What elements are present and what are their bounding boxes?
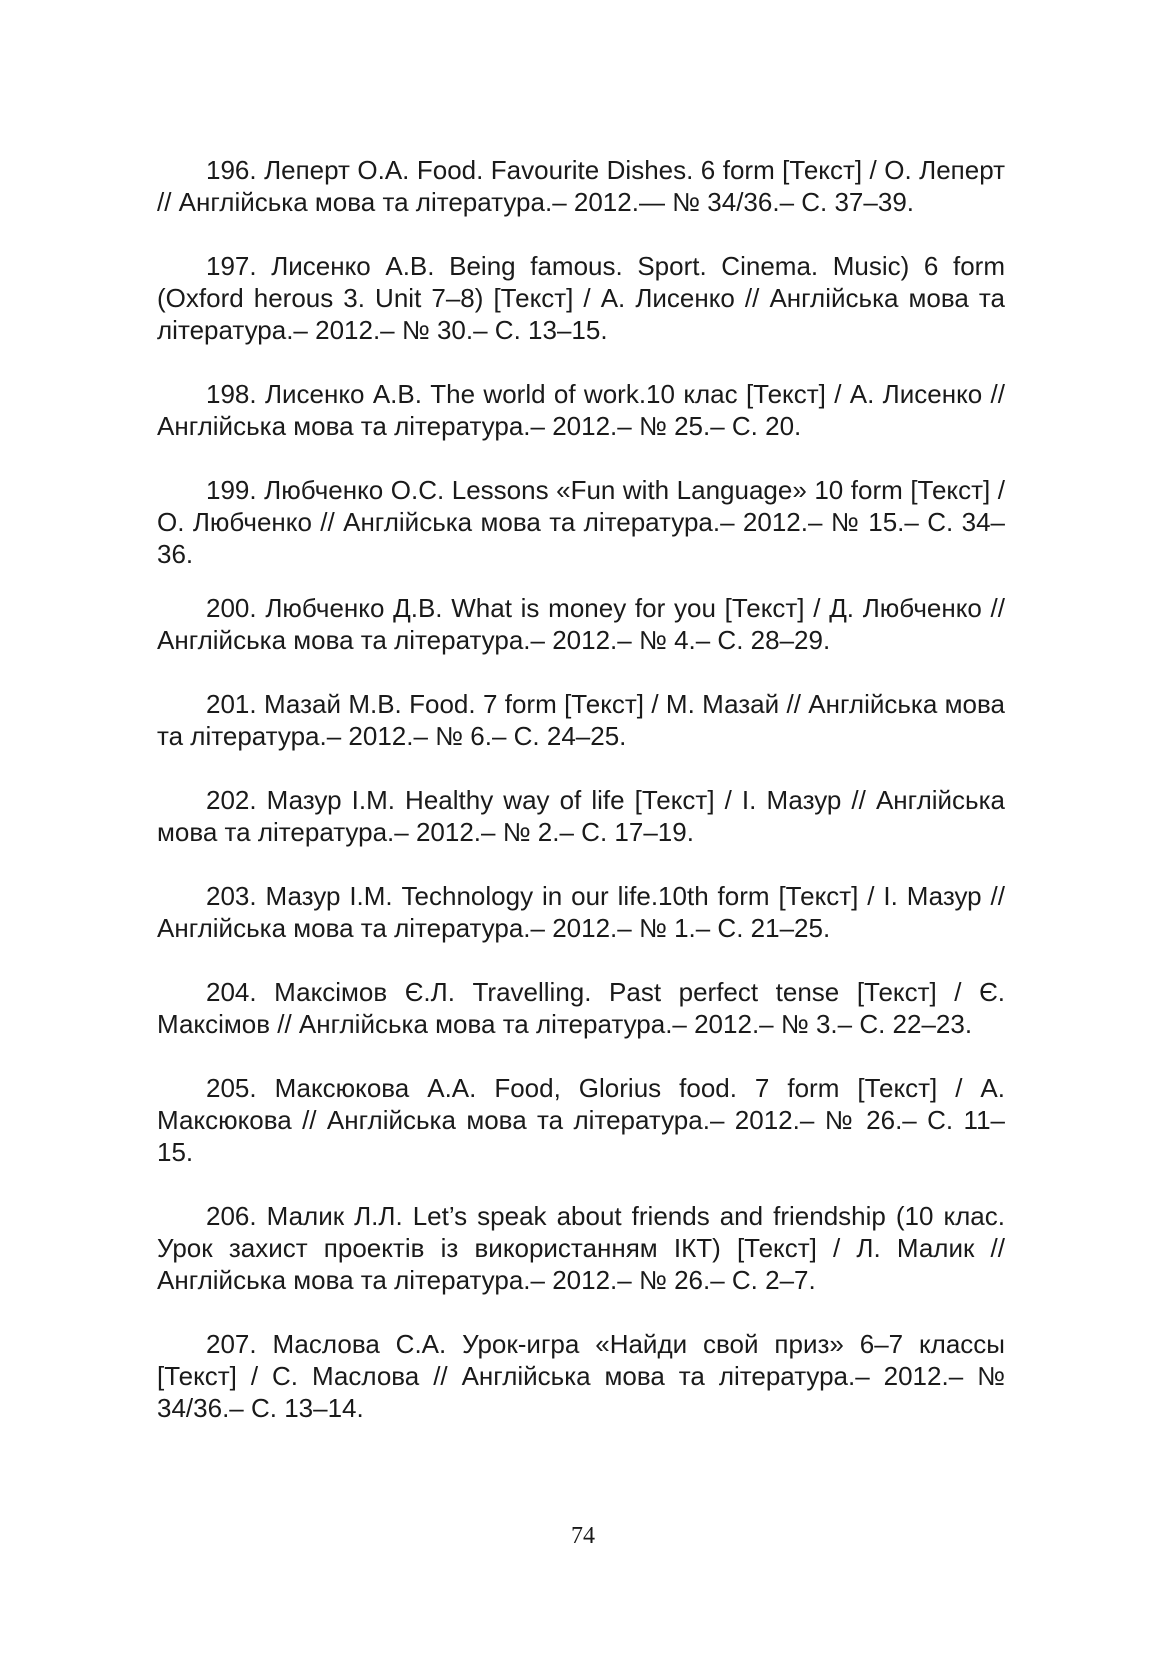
bibliography-entry-199: 199. Любченко О.С. Lessons «Fun with Language» 10 form [Текст] / О. Любченко // Англійська мова та література.– 2012.– № 15.– С. 34–36. — [157, 475, 1005, 569]
bibliography-entry-206: 206. Малик Л.Л. Let’s speak about friends and friendship (10 клас. Урок захист проектів із використанням ІКТ) [Текст] / Л. Малик // Англійська мова та література.– 2012.– № 26.– С. 2–7. — [157, 1201, 1005, 1295]
bibliography-entry-204: 204. Максімов Є.Л. Travelling. Past perfect tense [Текст] / Є. Максімов // Англійська мова та література.– 2012.– № 3.– С. 22–23. — [157, 977, 1005, 1039]
bibliography-list — [157, 154, 1005, 1424]
bibliography-entry-198: 198. Лисенко А.В. The world of work.10 клас [Текст] / А. Лисенко // Англійська мова та література.– 2012.– № 25.– С. 20. — [157, 379, 1005, 441]
bibliography-entry-205: 205. Максюкова А.А. Food, Glorius food. 7 form [Текст] / А. Максюкова // Англійська мова та література.– 2012.– № 26.– С. 11–15. — [157, 1073, 1005, 1167]
bibliography-entry-197: 197. Лисенко А.В. Being famous. Sport. Cinema. Music) 6 form (Oxford herous 3. Unit 7–8) [Текст] / А. Лисенко // Англійська мова та література.– 2012.– № 30.– С. 13–15. — [157, 251, 1005, 345]
bibliography-entry-207: 207. Маслова С.А. Урок-игра «Найди свой приз» 6–7 классы [Текст] / С. Маслова // Англійська мова та література.– 2012.– № 34/36.– С. 13–14. — [157, 1329, 1005, 1423]
bibliography-entry-200: 200. Любченко Д.В. What is money for you [Текст] / Д. Любченко // Англійська мова та література.– 2012.– № 4.– С. 28–29. — [157, 593, 1005, 655]
page-number: 74 — [571, 1523, 595, 1549]
bibliography-entry-202: 202. Мазур І.М. Healthy way of life [Текст] / І. Мазур // Англійська мова та література.– 2012.– № 2.– С. 17–19. — [157, 785, 1005, 847]
bibliography-entry-201: 201. Мазай М.В. Food. 7 form [Текст] / М. Мазай // Англійська мова та література.– 2012.– № 6.– С. 24–25. — [157, 689, 1005, 751]
bibliography-entry-196: 196. Леперт О.А. Food. Favourite Dishes. 6 form [Текст] / О. Леперт // Англійська мова та література.– 2012.— № 34/36.– С. 37–39. — [157, 155, 1005, 217]
bibliography-entry-203: 203. Мазур І.М. Technology in our life.10th form [Текст] / І. Мазур // Англійська мова та література.– 2012.– № 1.– С. 21–25. — [157, 881, 1005, 943]
